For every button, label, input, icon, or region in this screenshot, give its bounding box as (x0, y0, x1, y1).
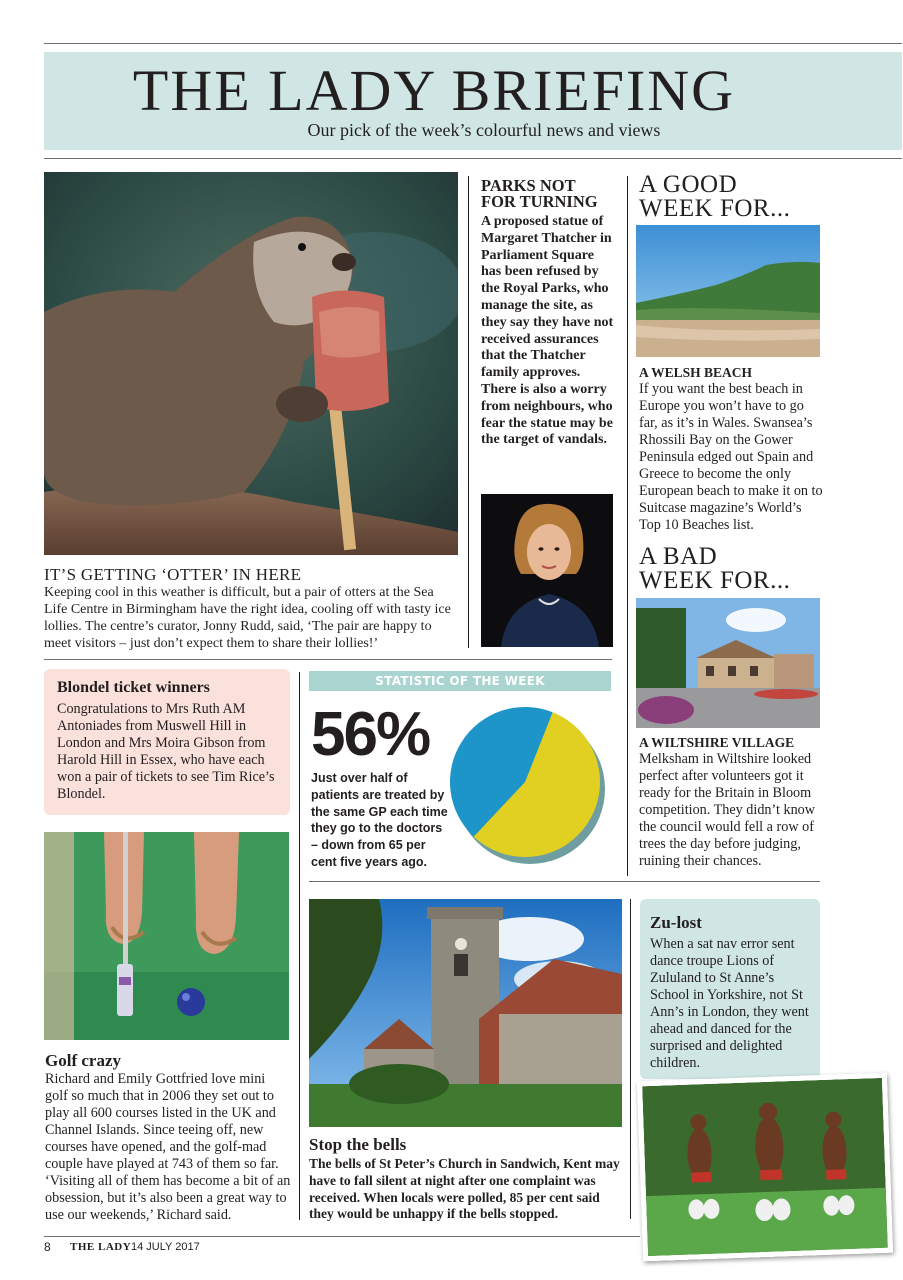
church-photo (309, 899, 622, 1127)
zulost-box (640, 899, 820, 1079)
otter-photo (44, 172, 458, 555)
bad-week-body: Melksham in Wiltshire looked perfect after volunteers got it ready for the Britain in Bloom competition. They didn’t know the council would fell a row of trees the day before judging, ruining their chances. (639, 751, 816, 869)
page-subtitle: Our pick of the week’s colourful news and views (307, 120, 661, 140)
otter-body: Keeping cool in this weather is difficult, but a pair of otters at the Sea Life Centre in Birmingham have the right idea, cooling off with tasty ice lollies. The centre’s curator, Jonny Rudd, said, ‘The pair are happy to meet visitors – just don’t expect them to share their lollies!’ (44, 585, 451, 651)
beach-icon (636, 225, 820, 357)
parks-body: A proposed statue of Margaret Thatcher in Parliament Square has been refused by the Royal Parks, who manage the site, as they say they have not received assurances that the Thatcher family approves. There is also a worry from neighbours, who fear the statue may be the target of vandals. (481, 214, 614, 448)
masthead (44, 52, 902, 150)
section-rule (309, 881, 820, 882)
footer-rule (44, 1236, 640, 1237)
welsh-beach-photo (636, 225, 820, 357)
statistic-body: Just over half of patients are treated by the same GP each time they go to the doctors – down from 65 per cent five years ago. (311, 771, 448, 869)
golf-photo (44, 832, 289, 1040)
golf-body: Richard and Emily Gottfried love mini golf so much that in 2006 they set out to play all 600 courses listed in the UK and Channel Islands. Since teeing off, new courses have opened, and the golf-mad couple have played at 743 of them so far. ‘Visiting all of them has become a bit of an obsession, but it’s also been a great way to use our weekends,’ Richard said. (45, 1071, 291, 1223)
column-divider (468, 176, 469, 648)
parks-headline-line2: FOR TURNING (481, 192, 598, 211)
blondel-body: Congratulations to Mrs Ruth AM Antoniades from Muswell Hill in London and Mrs Moira Gibson from Harold Hill in Essex, who have each won a pair of tickets to see Tim Rice’s Blondel. (57, 701, 275, 802)
wiltshire-village-photo (636, 598, 820, 728)
page-number: 8 (44, 1240, 51, 1254)
bad-week-heading-line1: A BAD (639, 543, 718, 570)
otter-headline: IT’S GETTING ‘OTTER’ IN HERE (44, 565, 302, 584)
top-rule (44, 43, 902, 44)
golf-icon (44, 832, 289, 1040)
parks-headline-line1: PARKS NOT (481, 176, 576, 195)
zulost-headline: Zu-lost (650, 913, 702, 932)
church-icon (309, 899, 622, 1127)
section-rule (44, 659, 612, 660)
good-week-subhead: A WELSH BEACH (639, 365, 753, 380)
statistic-value: 56% (311, 700, 430, 769)
zulost-body: When a sat nav error sent dance troupe Lions of Zululand to St Anne’s School in Yorkshire, not St Ann’s in London, they went ahead and danced for the surprised and delighted children. (650, 936, 809, 1071)
otter-icon (44, 172, 458, 555)
blondel-headline: Blondel ticket winners (57, 679, 210, 696)
bells-body: The bells of St Peter’s Church in Sandwich, Kent may have to fall silent at night after one complaint was received. When locals were polled, 85 per cent said they would be unhappy if the bells stopped. (309, 1156, 620, 1222)
statistic-banner: STATISTIC OF THE WEEK (309, 671, 611, 691)
footer-brand: THE LADY (70, 1241, 132, 1253)
masthead-bottom-rule (44, 158, 902, 159)
bells-headline: Stop the bells (309, 1135, 407, 1154)
bad-week-subhead: A WILTSHIRE VILLAGE (639, 735, 795, 750)
good-week-heading-line1: A GOOD (639, 171, 738, 198)
zulu-dancers-photo (637, 1073, 893, 1262)
thatcher-photo (481, 494, 613, 647)
page-title: THE LADY BRIEFING (132, 58, 736, 123)
good-week-body: If you want the best beach in Europe you won’t have to go far, as it’s in Wales. Swansea’s Rhossili Bay on the Gower Peninsula edged out Spain and Greece to become the only European beach to make it on to Suitcase magazine’s World’s Top 10 Beaches list. (639, 381, 823, 533)
blondel-box (44, 669, 290, 815)
bad-week-heading-line2: WEEK FOR... (639, 567, 791, 594)
statistic-pie-chart (450, 706, 610, 866)
portrait-icon (481, 494, 613, 647)
village-icon (636, 598, 820, 728)
column-divider (299, 672, 300, 1220)
footer-date: 14 JULY 2017 (131, 1241, 200, 1253)
good-week-heading-line2: WEEK FOR... (639, 195, 791, 222)
dancers-icon (642, 1078, 888, 1256)
golf-headline: Golf crazy (45, 1051, 121, 1070)
column-divider (630, 899, 631, 1219)
column-divider (627, 176, 628, 876)
